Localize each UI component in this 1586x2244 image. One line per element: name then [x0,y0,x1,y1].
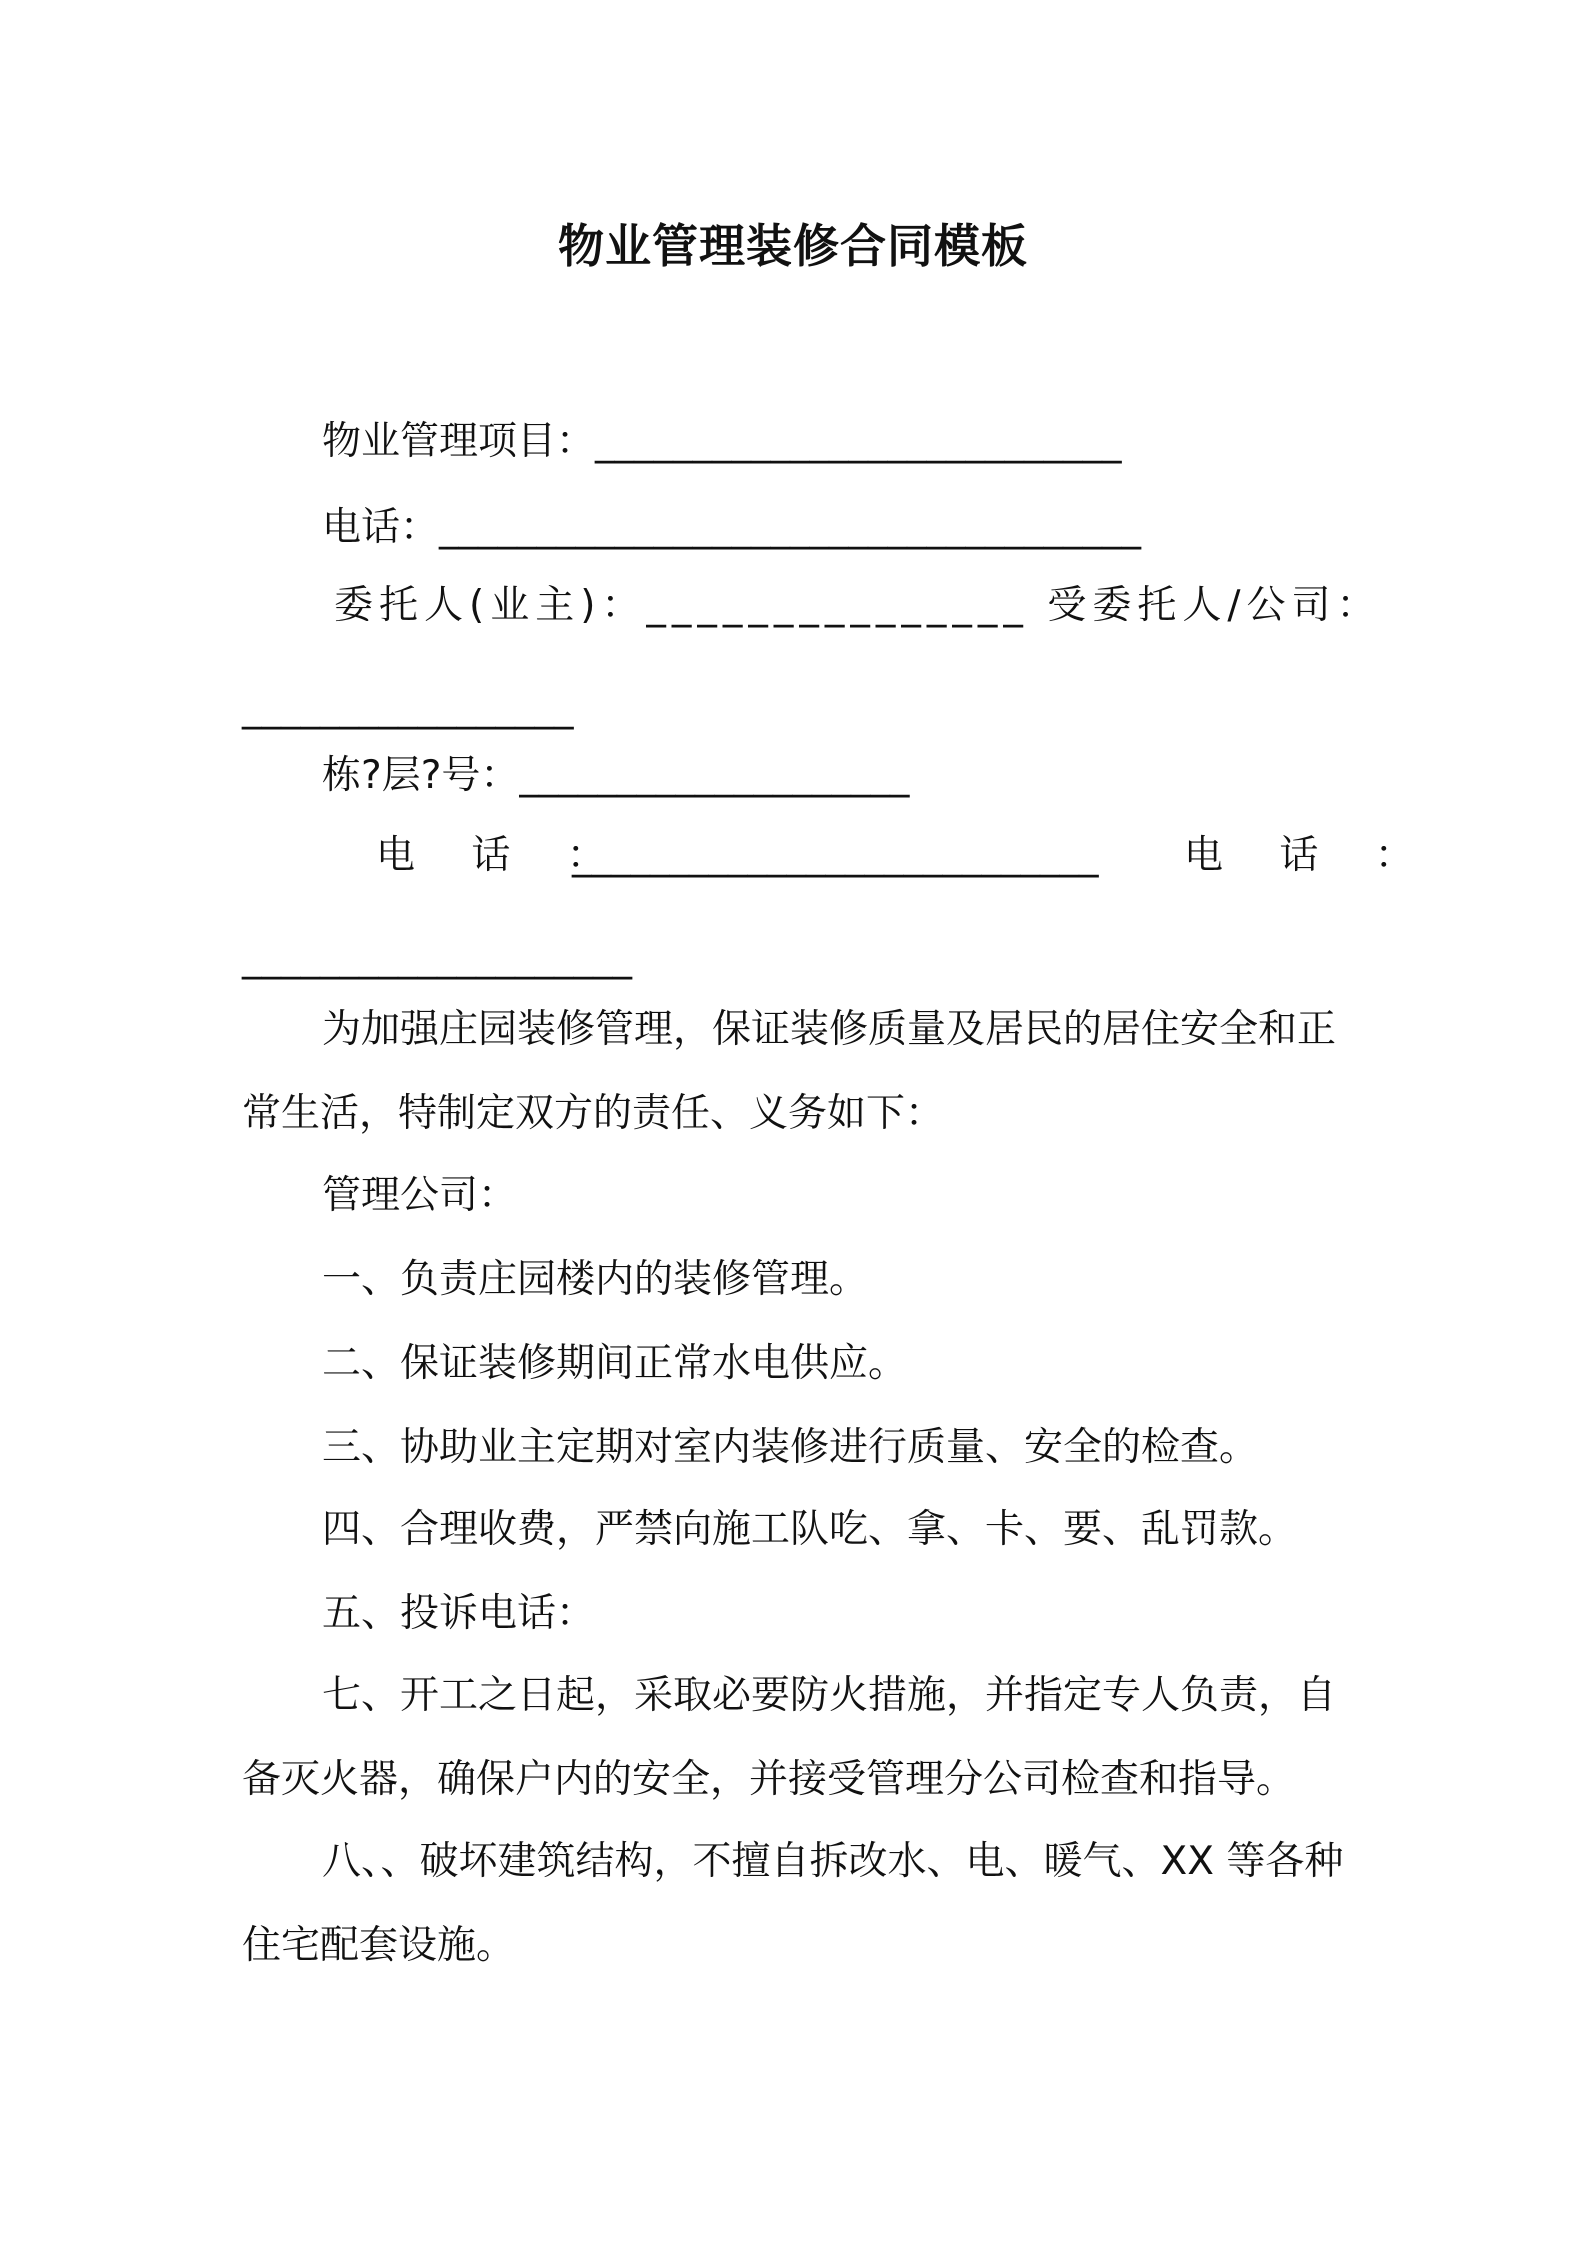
client-trustee-line: 委托人(业主)：_______________ 受委托人/公司： [334,583,1382,628]
company-heading: 管理公司： [322,1173,518,1218]
project-field-line: 物业管理项目：___________________________ [322,419,1122,464]
list-item-7-line-2: 备灭火器，确保户内的安全，并接受管理分公司检查和指导。 [242,1757,1296,1802]
unit-field-line: 栋?层?号：____________________ [322,753,910,798]
document-title: 物业管理装修合同模板 [558,219,1028,273]
list-item-5: 五、投诉电话： [322,1591,596,1636]
list-item-7-line-1: 七、开工之日起，采取必要防火措施，并指定专人负责，自 [322,1673,1337,1718]
list-item-8-line-1: 八、、破坏建筑结构，不擅自拆改水、电、暖气、XX 等各种 [322,1839,1344,1884]
phone-left-blank: ___________________________ [572,833,1099,878]
intro-line-2: 常生活，特制定双方的责任、义务如下： [242,1091,945,1136]
blank-line-2: ____________________ [242,935,632,980]
phone-right-label: 电 话 ： [1184,833,1436,878]
list-item-1: 一、负责庄园楼内的装修管理。 [322,1257,869,1302]
list-item-2: 二、保证装修期间正常水电供应。 [322,1341,908,1386]
list-item-3: 三、协助业主定期对室内装修进行质量、安全的检查。 [322,1425,1259,1470]
list-item-8-line-2: 住宅配套设施。 [242,1923,516,1968]
list-item-4: 四、合理收费，严禁向施工队吃、拿、卡、要、乱罚款。 [322,1507,1298,1552]
intro-line-1: 为加强庄园装修管理，保证装修质量及居民的居住安全和正 [322,1007,1337,1052]
blank-line-1: _________________ [242,685,574,730]
phone-left-label: 电 话 ： [376,833,628,878]
phone-field-line: 电话：____________________________________ [322,505,1142,550]
